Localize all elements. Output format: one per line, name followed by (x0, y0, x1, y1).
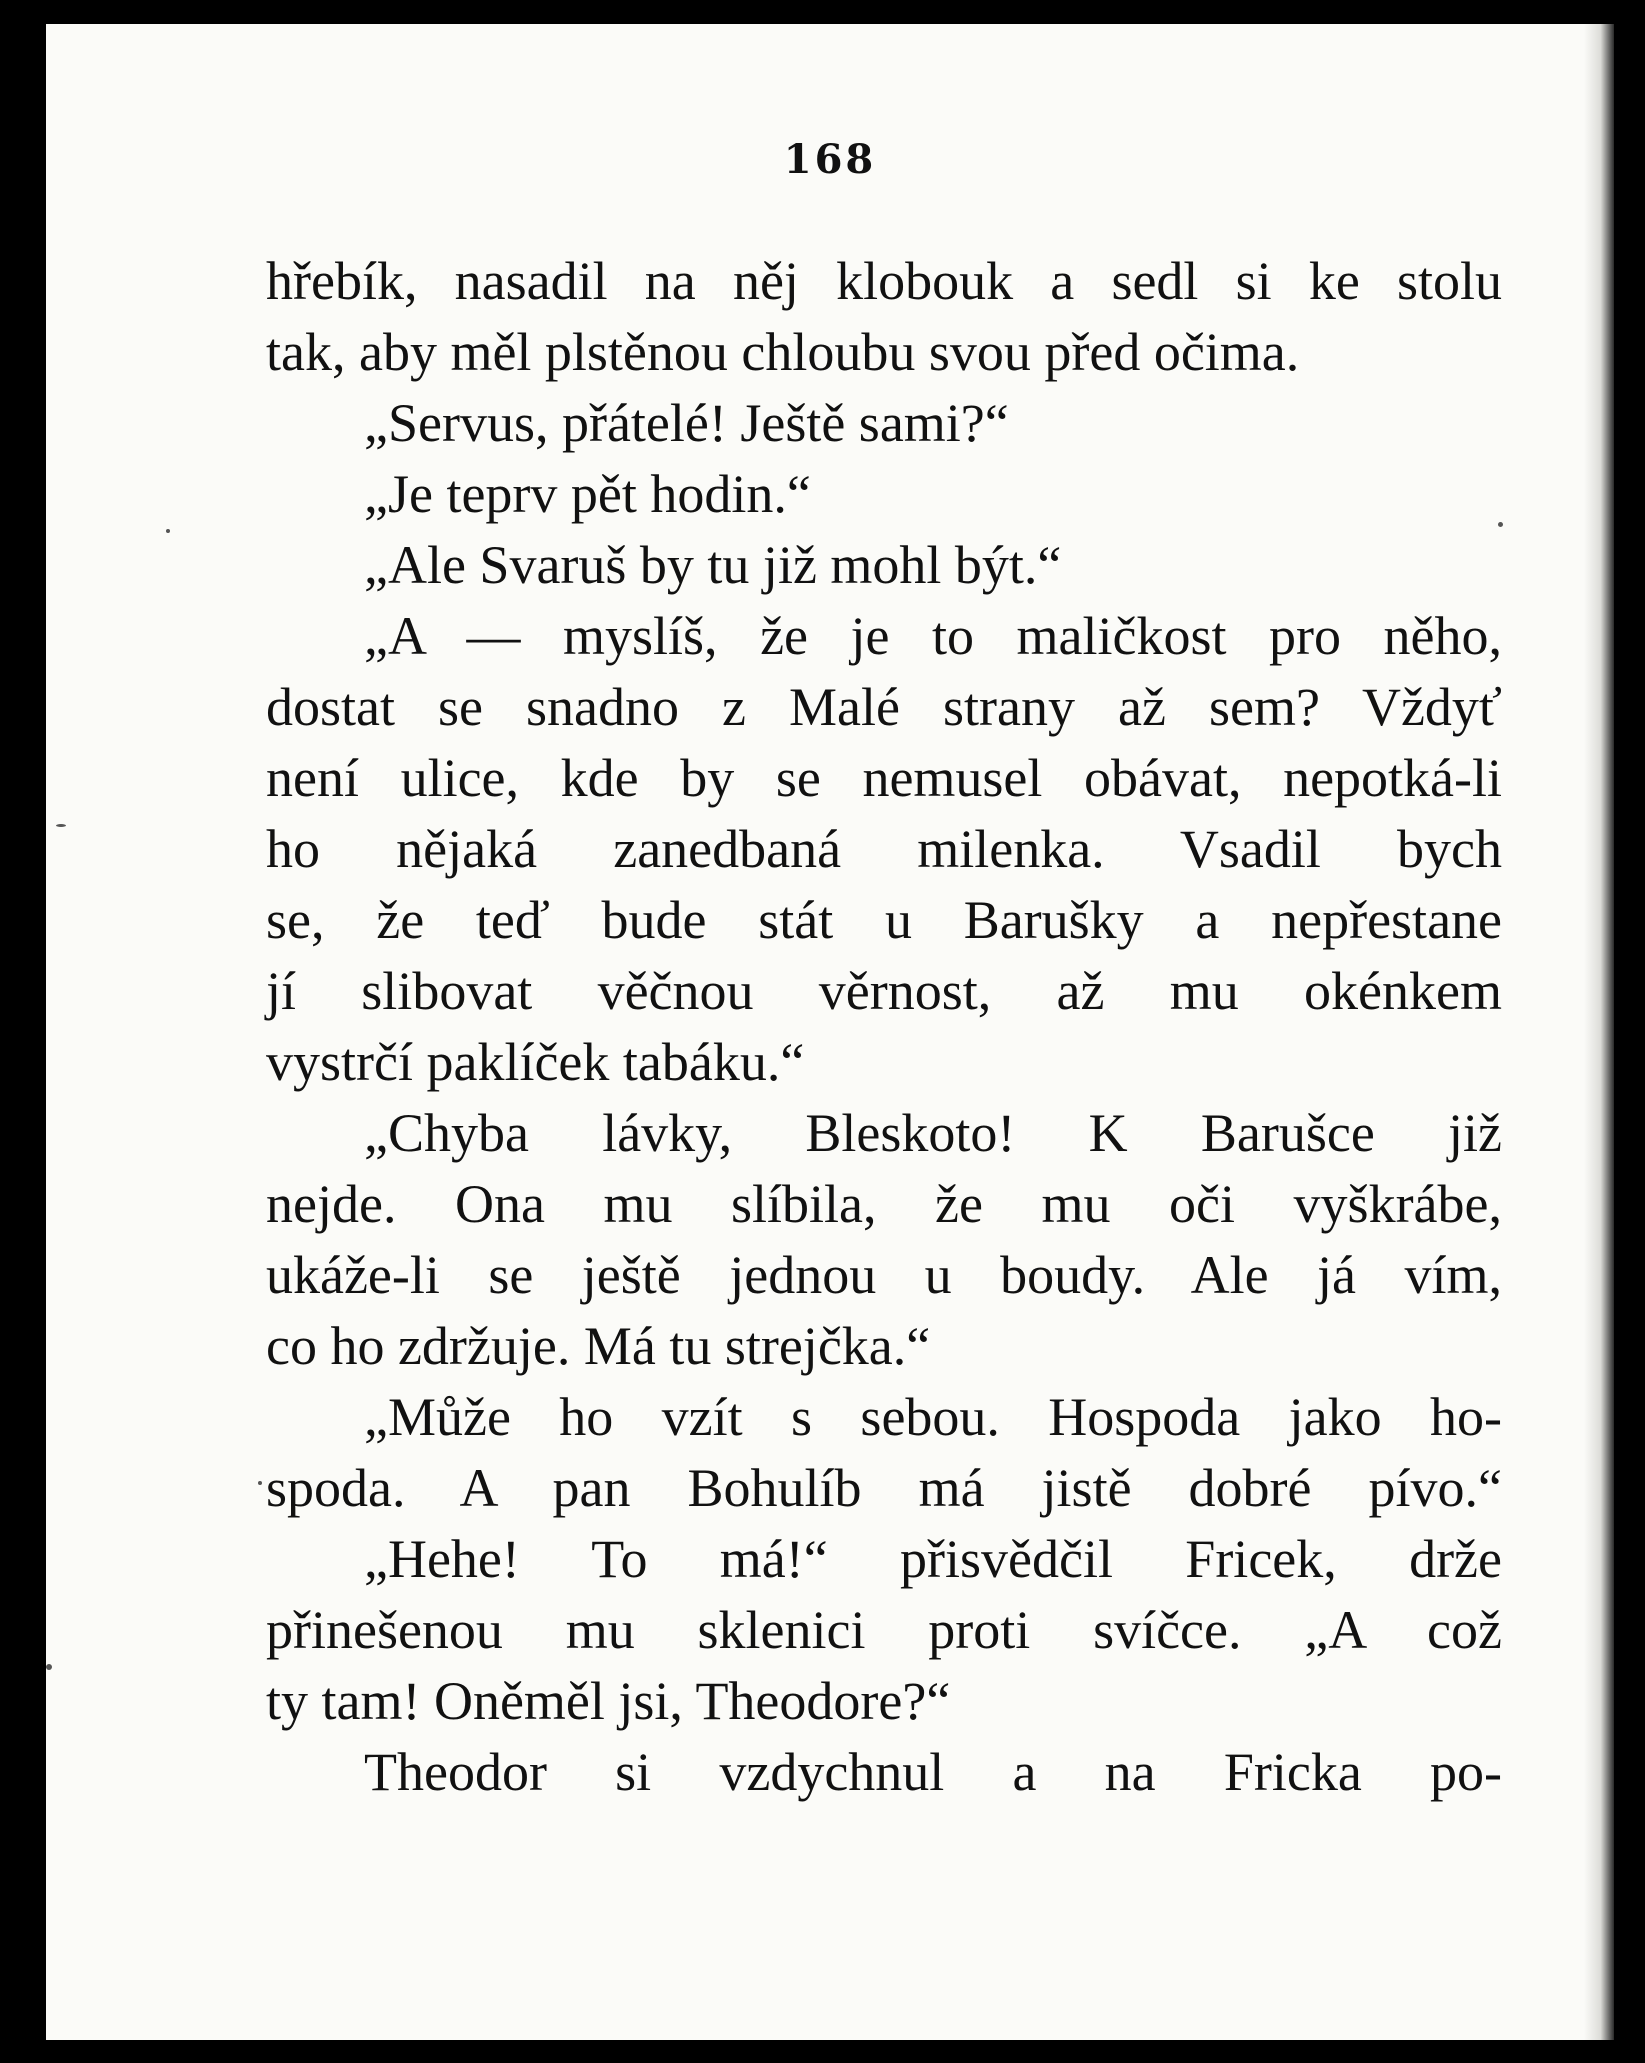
text-line: přinešenou mu sklenici proti svíčce. „A což (266, 1600, 1502, 1660)
text-line: ukáže-li se ještě jednou u boudy. Ale já vím, (266, 1245, 1502, 1305)
text-line: se, že teď bude stát u Barušky a nepřestane (266, 890, 1502, 950)
text-line: dostat se snadno z Malé strany až sem? Vždyť (266, 677, 1502, 737)
page-edge-shadow (1584, 24, 1614, 2040)
text-line: „Může ho vzít s sebou. Hospoda jako ho- (364, 1387, 1502, 1447)
scan-speck (1498, 522, 1503, 527)
book-page (46, 24, 1614, 2040)
scan-speck (46, 1664, 52, 1670)
text-line: „Hehe! To má!“ přisvědčil Fricek, drže (364, 1529, 1502, 1589)
text-line: ho nějaká zanedbaná milenka. Vsadil bych (266, 819, 1502, 879)
text-line: ty tam! Oněměl jsi, Theodore?“ (266, 1671, 951, 1731)
text-line: „A — myslíš, že je to maličkost pro něho, (364, 606, 1502, 666)
text-line: vystrčí paklíček tabáku.“ (266, 1032, 805, 1092)
scan-speck (166, 529, 170, 533)
text-line: „Ale Svaruš by tu již mohl být.“ (364, 535, 1062, 595)
scan-speck (258, 1481, 262, 1485)
text-line: Theodor si vzdychnul a na Fricka po- (364, 1742, 1502, 1802)
text-line: jí slibovat věčnou věrnost, až mu okénkem (266, 961, 1502, 1021)
scan-speck (56, 824, 66, 827)
text-line: hřebík, nasadil na něj klobouk a sedl si ke stolu (266, 251, 1502, 311)
text-line: není ulice, kde by se nemusel obávat, nepotká-li (266, 748, 1502, 808)
body-text (266, 246, 1502, 1808)
text-line: nejde. Ona mu slíbila, že mu oči vyškrábe, (266, 1174, 1502, 1234)
text-line: tak, aby měl plstěnou chloubu svou před očima. (266, 322, 1300, 382)
text-line: spoda. A pan Bohulíb má jistě dobré pívo.“ (266, 1458, 1502, 1518)
text-line: co ho zdržuje. Má tu strejčka.“ (266, 1316, 931, 1376)
text-line: „Je teprv pět hodin.“ (364, 464, 811, 524)
text-line: „Servus, přátelé! Ještě sami?“ (364, 393, 1009, 453)
text-line: „Chyba lávky, Bleskoto! K Barušce již (364, 1103, 1502, 1163)
page-number: 168 (783, 136, 877, 183)
